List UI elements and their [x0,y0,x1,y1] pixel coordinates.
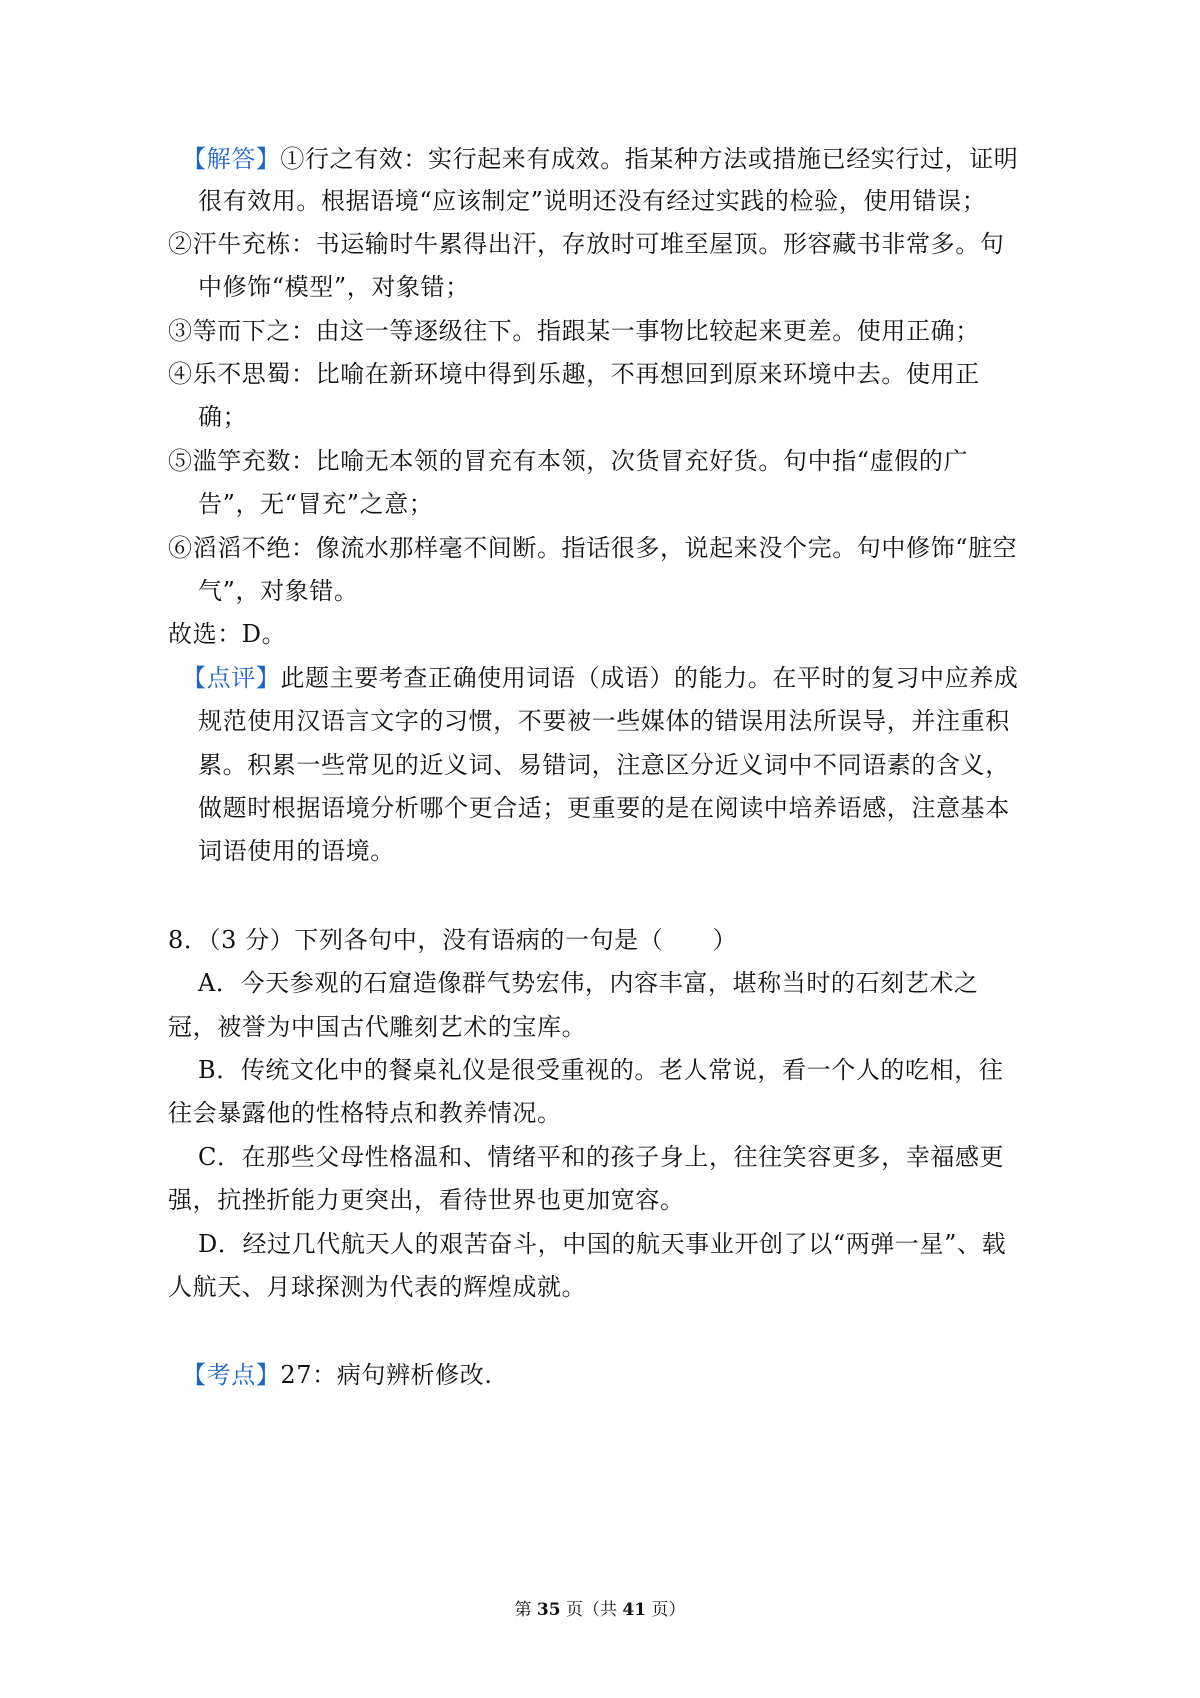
question-stem: 8．（3 分）下列各句中，没有语病的一句是（ ） [168,926,738,954]
answer-line-8: ⑤滥竽充数：比喻无本领的冒充有本领，次货冒充好货。句中指“虚假的广 [168,447,969,475]
kaodian-tag: 【考点】 [182,1361,281,1389]
footer-suffix: 页） [646,1600,686,1620]
answer-line-6: ④乐不思蜀：比喻在新环境中得到乐趣，不再想回到原来环境中去。使用正 [168,360,980,388]
page-footer [0,1598,1200,1622]
footer-current-page: 35 [536,1600,561,1620]
answer-line-1 [182,144,1018,174]
comment-line-5: 词语使用的语境。 [198,837,395,865]
answer-text: ①行之有效：实行起来有成效。指某种方法或措施已经实行过，证明 [280,145,1019,173]
option-d-line-1: D．经过几代航天人的艰苦奋斗，中国的航天事业开创了以“两弹一星”、载 [198,1230,1007,1258]
option-a-line-2: 冠，被誉为中国古代雕刻艺术的宝库。 [168,1013,587,1041]
answer-line-10: ⑥滔滔不绝：像流水那样毫不间断。指话很多，说起来没个完。句中修饰“脏空 [168,534,1018,562]
comment-line-1 [182,663,1018,693]
comment-line-4: 做题时根据语境分析哪个更合适；更重要的是在阅读中培养语感，注意基本 [198,794,1010,822]
comment-line-2: 规范使用汉语言文字的习惯，不要被一些媒体的错误用法所误导，并注重积 [198,707,1010,735]
answer-choice: 故选：D。 [168,620,287,648]
option-b-line-1: B．传统文化中的餐桌礼仪是很受重视的。老人常说，看一个人的吃相，往 [198,1056,1004,1084]
footer-middle: 页（共 [560,1600,623,1620]
answer-line-9: 告”，无“冒充”之意； [198,490,434,518]
option-c-line-1: C．在那些父母性格温和、情绪平和的孩子身上，往往笑容更多，幸福感更 [198,1143,1005,1171]
kaodian-text: 27：病句辨析修改. [280,1361,493,1389]
option-d-line-2: 人航天、月球探测为代表的辉煌成就。 [168,1273,587,1301]
answer-line-2: 很有效用。根据语境“应该制定”说明还没有经过实践的检验，使用错误； [198,187,987,215]
comment-line-3: 累。积累一些常见的近义词、易错词，注意区分近义词中不同语素的含义， [198,751,1010,779]
option-c-line-2: 强，抗挫折能力更突出，看待世界也更加宽容。 [168,1186,685,1214]
answer-tag: 【解答】 [182,145,281,173]
comment-text: 此题主要考查正确使用词语（成语）的能力。在平时的复习中应养成 [280,664,1019,692]
comment-tag: 【点评】 [182,664,281,692]
answer-line-4: 中修饰“模型”，对象错； [198,273,470,301]
answer-line-11: 气”，对象错。 [198,577,359,605]
footer-prefix: 第 [514,1600,537,1620]
option-b-line-2: 往会暴露他的性格特点和教养情况。 [168,1099,562,1127]
kaodian-line [182,1360,493,1390]
option-a-line-1: A．今天参观的石窟造像群气势宏伟，内容丰富，堪称当时的石刻艺术之 [198,969,979,997]
answer-line-7: 确； [198,403,248,431]
answer-line-3: ②汗牛充栋：书运输时牛累得出汗，存放时可堆至屋顶。形容藏书非常多。句 [168,230,1005,258]
footer-total-pages: 41 [622,1600,647,1620]
answer-line-5: ③等而下之：由这一等逐级往下。指跟某一事物比较起来更差。使用正确； [168,317,980,345]
